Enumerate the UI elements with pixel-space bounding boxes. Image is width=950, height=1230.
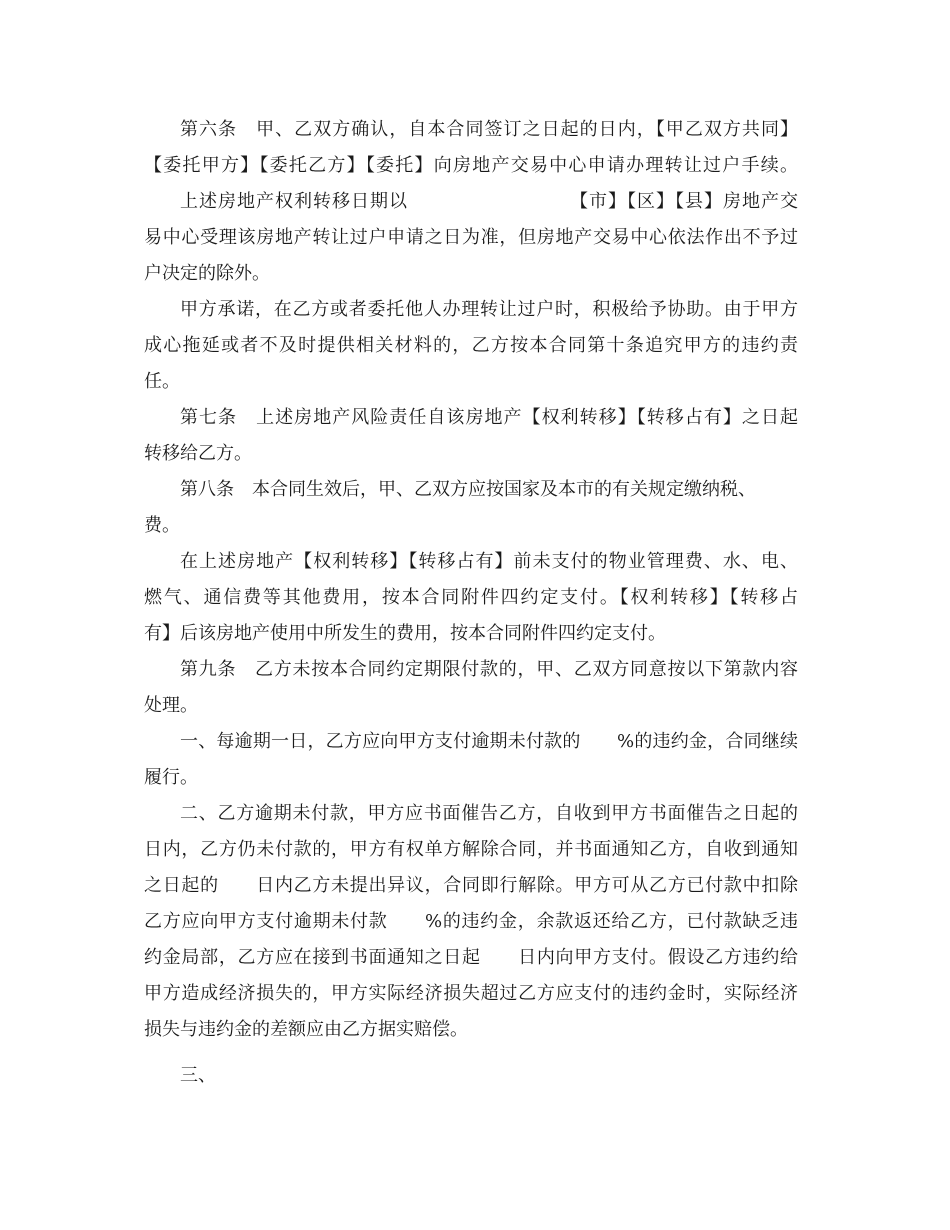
text-line-2: 【委托甲方】【委托乙方】【委托】向房地产交易中心申请办理转让过户手续。 bbox=[144, 155, 798, 176]
text-line-14: 燃气、通信费等其他费用，按本合同附件四约定支付。【权利转移】【转移占 bbox=[144, 587, 798, 608]
text-line-26: 损失与违约金的差额应由乙方据实赔偿。 bbox=[144, 1019, 468, 1040]
text-line-21: 日内，乙方仍未付款的，甲方有权单方解除合同，并书面通知乙方，自收到通知 bbox=[144, 839, 798, 860]
text-line-17: 处理。 bbox=[144, 695, 198, 716]
text-line-15: 有】后该房地产使用中所发生的费用，按本合同附件四约定支付。 bbox=[144, 623, 666, 644]
text-line-6: 甲方承诺，在乙方或者委托他人办理转让过户时，积极给予协助。由于甲方 bbox=[180, 299, 798, 320]
text-line-25: 甲方造成经济损失的，甲方实际经济损失超过乙方应支付的违约金时，实际经济 bbox=[144, 983, 798, 1004]
text-line-16: 第九条 乙方未按本合同约定期限付款的，甲、乙双方同意按以下第款内容 bbox=[180, 659, 798, 680]
text-line-3: 上述房地产权利转移日期以 【市】【区】【县】房地产交 bbox=[180, 191, 798, 212]
text-line-24: 约金局部，乙方应在接到书面通知之日起 日内向甲方支付。假设乙方违约给 bbox=[144, 947, 798, 968]
text-line-4: 易中心受理该房地产转让过户申请之日为准，但房地产交易中心依法作出不予过 bbox=[144, 227, 798, 248]
text-line-11: 第八条 本合同生效后，甲、乙双方应按国家及本市的有关规定缴纳税、 bbox=[180, 479, 756, 500]
text-line-19: 履行。 bbox=[144, 767, 198, 788]
text-line-20: 二、乙方逾期未付款，甲方应书面催告乙方，自收到甲方书面催告之日起的 bbox=[180, 803, 798, 824]
text-line-23: 乙方应向甲方支付逾期未付款 %的违约金，余款返还给乙方，已付款缺乏违 bbox=[144, 911, 798, 932]
text-line-5: 户决定的除外。 bbox=[144, 263, 270, 284]
text-line-7: 成心拖延或者不及时提供相关材料的，乙方按本合同第十条追究甲方的违约责 bbox=[144, 335, 798, 356]
text-line-18: 一、每逾期一日，乙方应向甲方支付逾期未付款的 %的违约金，合同继续 bbox=[180, 731, 798, 752]
text-line-13: 在上述房地产【权利转移】【转移占有】前未支付的物业管理费、水、电、 bbox=[180, 551, 798, 572]
text-line-27: 三、 bbox=[180, 1065, 216, 1086]
text-line-10: 转移给乙方。 bbox=[144, 443, 252, 464]
text-line-22: 之日起的 日内乙方未提出异议，合同即行解除。甲方可从乙方已付款中扣除 bbox=[144, 875, 798, 896]
text-line-8: 任。 bbox=[144, 371, 180, 392]
text-line-1: 第六条 甲、乙双方确认，自本合同签订之日起的日内，【甲乙双方共同】 bbox=[180, 119, 798, 140]
text-line-9: 第七条 上述房地产风险责任自该房地产【权利转移】【转移占有】之日起 bbox=[180, 407, 798, 428]
text-line-12: 费。 bbox=[144, 515, 180, 536]
